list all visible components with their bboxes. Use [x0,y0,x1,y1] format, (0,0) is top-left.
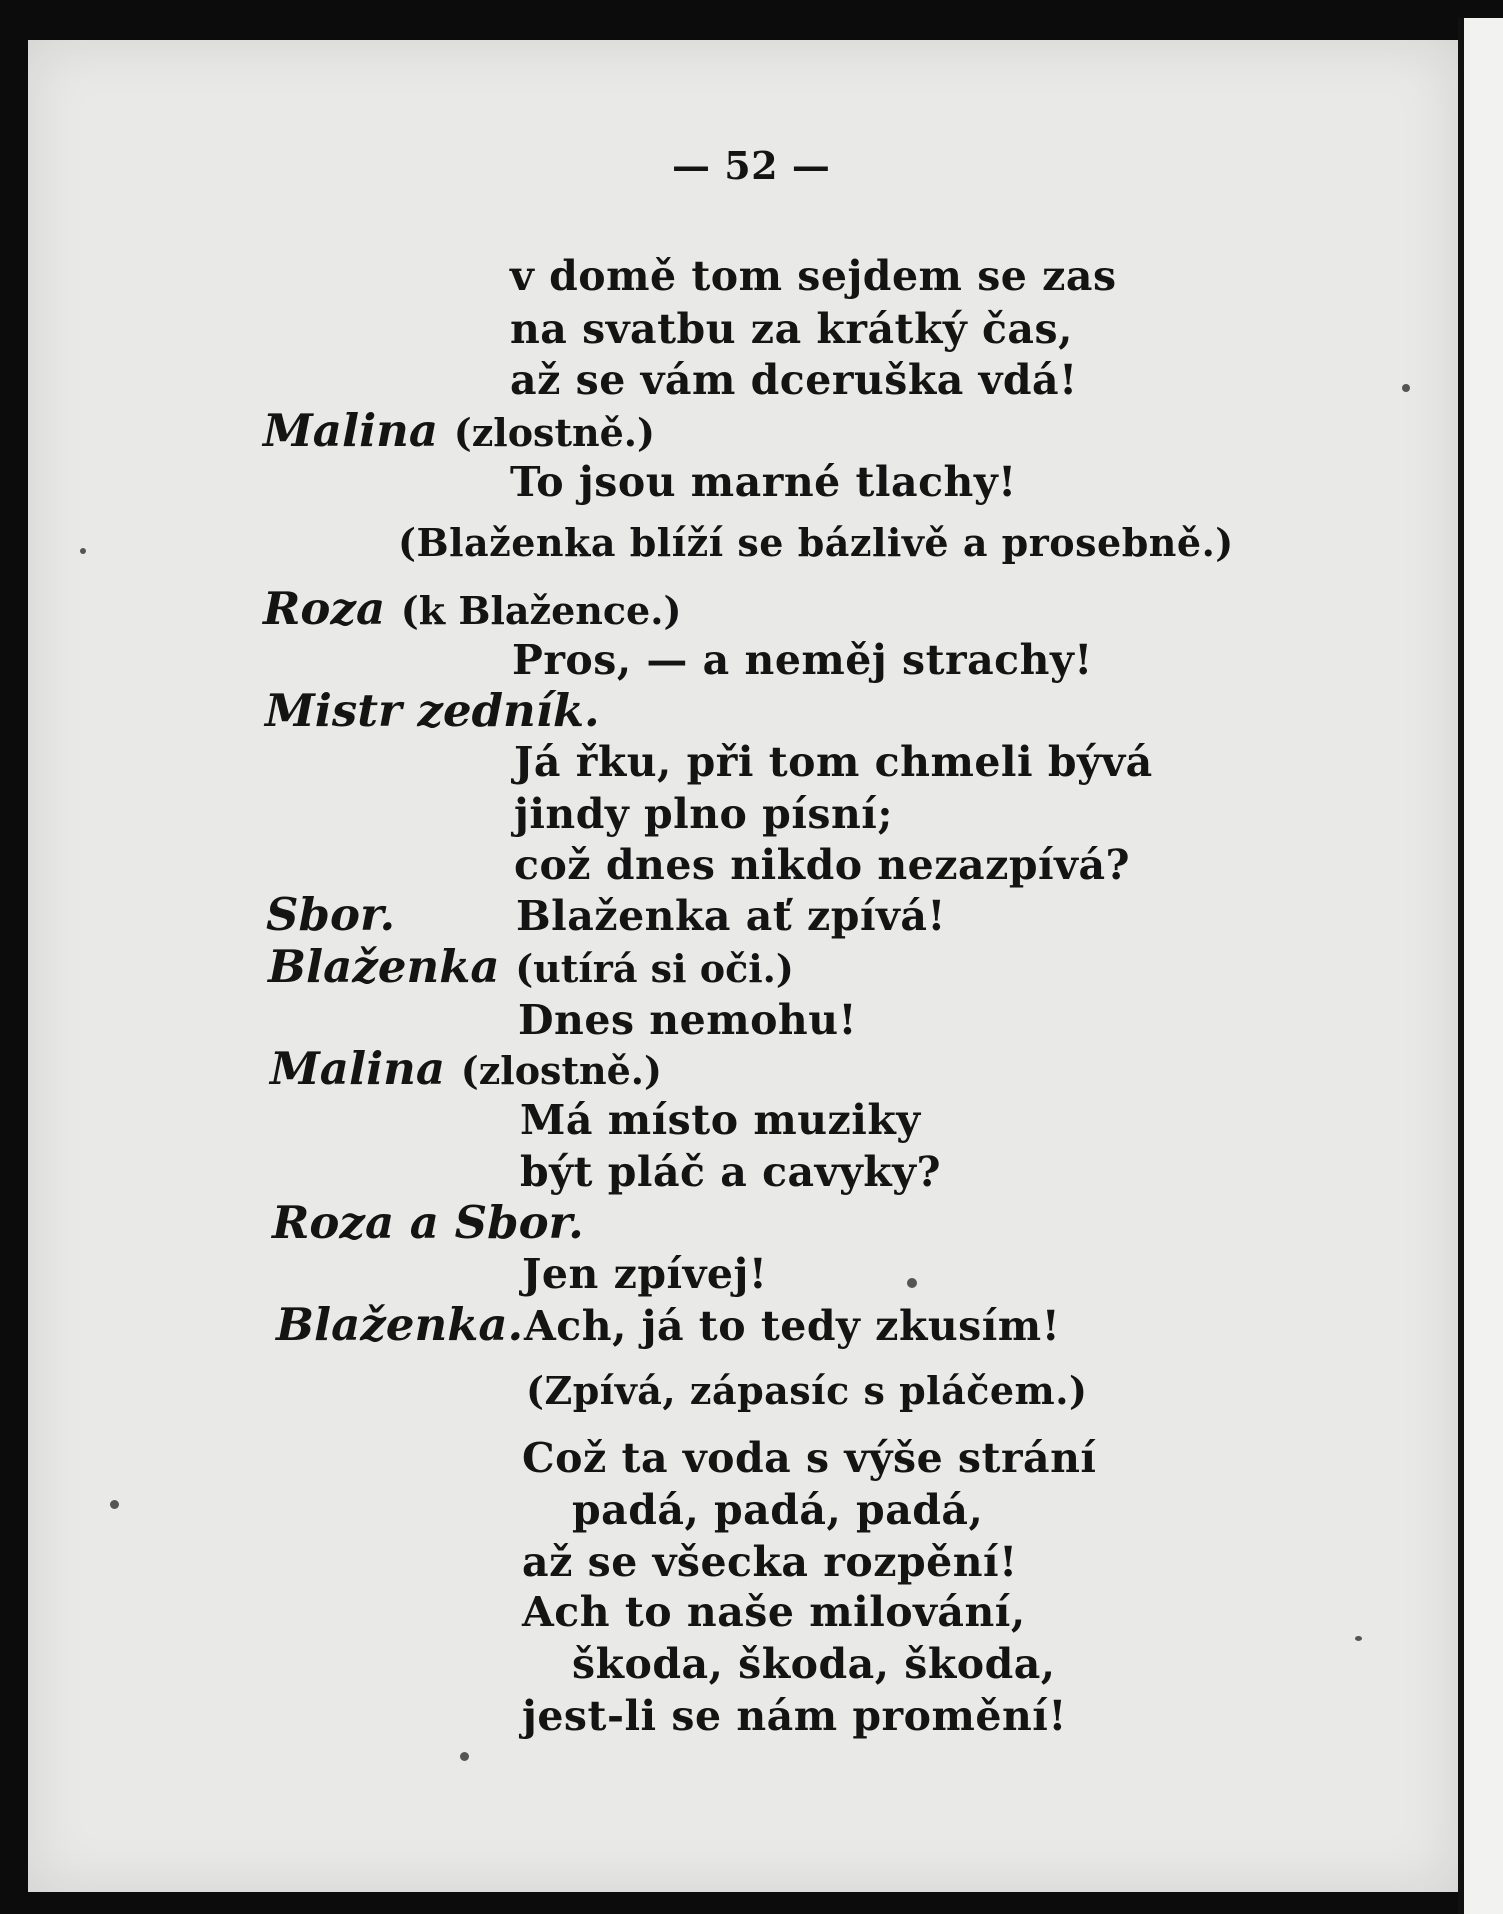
stage-aside: (zlostně.) [453,410,656,455]
scan-speck [1402,384,1410,392]
verse-line: Dnes nemohu! [518,996,858,1044]
verse-line: být pláč a cavyky? [520,1148,942,1196]
verse-line: Já řku, při tom chmeli bývá [514,738,1153,786]
speaker-label: Malina [263,404,439,457]
scan-speck [110,1500,119,1509]
page-number: — 52 — [672,143,831,188]
speaker-name [263,582,681,635]
speaker-name: Mistr zedník. [265,684,600,737]
speaker-name: Roza a Sbor. [272,1196,584,1249]
verse-line: To jsou marné tlachy! [510,458,1017,506]
speaker-name: Sbor. [266,888,396,941]
verse-line: až se vám dceruška vdá! [510,356,1078,404]
verse-line: Pros, — a neměj strachy! [512,636,1093,684]
stage-direction: (Blaženka blíží se bázlivě a prosebně.) [398,520,1234,565]
verse-line: škoda, škoda, škoda, [572,1640,1056,1688]
verse-line: až se všecka rozpění! [522,1538,1018,1586]
verse-line: Blaženka ať zpívá! [516,892,946,940]
speaker-label: Roza [263,582,386,635]
verse-line: jindy plno písní; [514,790,894,838]
speaker-name [268,940,794,993]
scan-speck [1355,1636,1362,1641]
speaker-name: Blaženka. [276,1298,524,1351]
stage-aside: (zlostně.) [460,1048,663,1093]
stage-aside: (utírá si oči.) [515,946,794,991]
stage-aside: (k Blažence.) [400,588,682,633]
verse-line: Ach to naše milování, [522,1588,1026,1636]
stage-direction: (Zpívá, zápasíc s pláčem.) [526,1368,1088,1413]
verse-line: padá, padá, padá, [572,1486,984,1534]
facing-page-edge [1458,18,1503,1914]
speaker-label: Malina [270,1042,446,1095]
speaker-label: Blaženka [268,940,500,993]
verse-line: na svatbu za krátký čas, [510,305,1073,353]
scan-speck [460,1752,469,1761]
speaker-name [263,404,655,457]
scan-speck [907,1278,917,1288]
verse-line: jest-li se nám promění! [522,1692,1067,1740]
verse-line: v domě tom sejdem se zas [510,252,1117,300]
verse-line: Jen zpívej! [522,1250,768,1298]
verse-line: Ach, já to tedy zkusím! [524,1302,1061,1350]
verse-line: Má místo muziky [520,1096,921,1144]
verse-line: Což ta voda s výše strání [522,1434,1097,1482]
scan-border-top [0,0,1503,40]
verse-line: což dnes nikdo nezazpívá? [514,841,1131,889]
speaker-name [270,1042,662,1095]
scan-speck [80,548,86,554]
